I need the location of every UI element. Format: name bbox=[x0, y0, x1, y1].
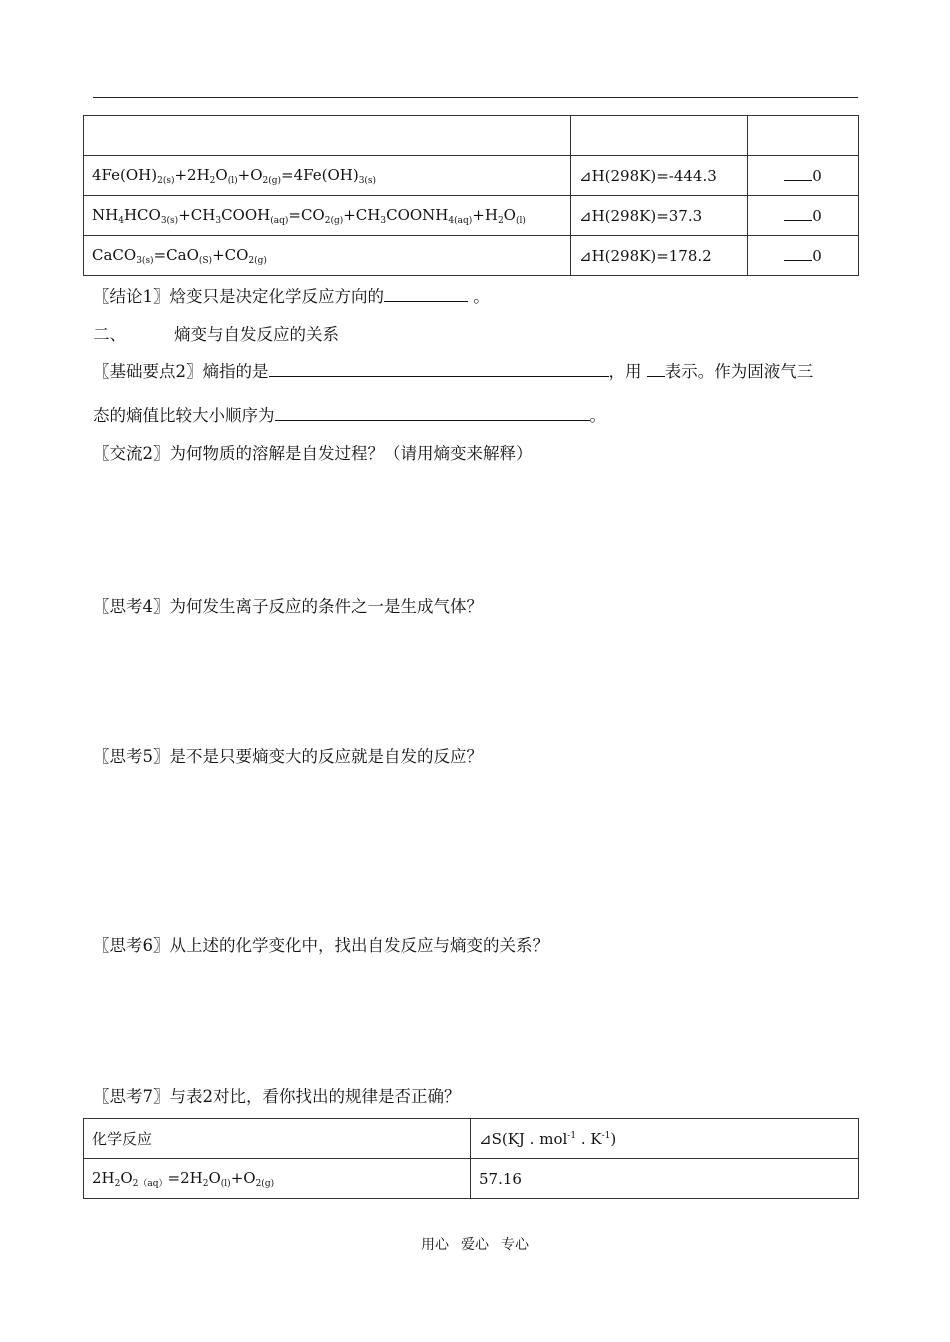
reaction-cell: $CaCO_{3(s)}=CaO_{(S)}+CO_{2(g)}$ bbox=[84, 236, 571, 276]
header-reaction: 化学反应 bbox=[84, 1119, 471, 1159]
think-5: 〖思考5〗是不是只要熵变大的反应就是自发的反应？ bbox=[93, 747, 483, 766]
header-entropy: ⊿S(KJ . mol$^{-1}$ . $K^{-1}$) bbox=[471, 1119, 859, 1159]
answer-blank[interactable] bbox=[784, 206, 812, 221]
think-4: 〖思考4〗为何发生离子反应的条件之一是生成气体？ bbox=[93, 597, 483, 616]
entropy-cell: 0 bbox=[748, 196, 859, 236]
answer-blank[interactable] bbox=[784, 246, 812, 261]
page-footer: 用心 爱心 专心 bbox=[421, 1237, 529, 1253]
table-row bbox=[84, 1119, 859, 1159]
reaction-cell: $2H_2O_{2(aq)}=2H_2O_{(l)}+O_{2(g)}$ bbox=[84, 1159, 471, 1199]
answer-blank[interactable] bbox=[269, 362, 609, 377]
enthalpy-cell: ⊿H(298K)=178.2 bbox=[571, 236, 748, 276]
section-heading: 二、 熵变与自发反应的关系 bbox=[93, 325, 339, 344]
conclusion-1: 〖结论1〗焓变只是决定化学反应方向的 。 bbox=[93, 287, 490, 306]
answer-blank[interactable] bbox=[275, 406, 590, 421]
header-rule bbox=[93, 97, 858, 98]
reaction-cell bbox=[84, 116, 571, 156]
table-row bbox=[84, 116, 859, 156]
reaction-cell: $4Fe(OH)_{2(s)}+2H_2O_{(l)}+O_{2(g)}=4Fe(OH)_{3(s)}$ bbox=[84, 156, 571, 196]
table-row bbox=[84, 236, 859, 276]
entropy-cell: 0 bbox=[748, 236, 859, 276]
entropy-value: 57.16 bbox=[471, 1159, 859, 1199]
enthalpy-cell bbox=[571, 116, 748, 156]
answer-blank[interactable] bbox=[784, 166, 812, 181]
basic-point-2: 〖基础要点2〗熵指的是 ，用 表示。作为固液气三 bbox=[93, 362, 814, 381]
entropy-cell bbox=[748, 116, 859, 156]
answer-blank[interactable] bbox=[647, 362, 665, 377]
answer-blank[interactable] bbox=[384, 287, 468, 302]
think-6: 〖思考6〗从上述的化学变化中，找出自发反应与熵变的关系？ bbox=[93, 936, 549, 955]
table-row bbox=[84, 156, 859, 196]
entropy-table bbox=[83, 1118, 859, 1199]
table-row bbox=[84, 1159, 859, 1199]
think-7: 〖思考7〗与表2对比，看你找出的规律是否正确？ bbox=[93, 1087, 461, 1106]
reaction-enthalpy-table bbox=[83, 115, 859, 276]
basic-point-2-cont: 态的熵值比较大小顺序为 。 bbox=[93, 406, 606, 425]
enthalpy-cell: ⊿H(298K)=37.3 bbox=[571, 196, 748, 236]
table-row bbox=[84, 196, 859, 236]
enthalpy-cell: ⊿H(298K)=-444.3 bbox=[571, 156, 748, 196]
exchange-2: 〖交流2〗为何物质的溶解是自发过程？（请用熵变来解释） bbox=[93, 444, 533, 463]
reaction-cell: $NH_4HCO_{3(s)}+CH_3COOH_{(aq)}=CO_{2(g)}+CH_3COONH_{4(aq)}+H_2O_{(l)}$ bbox=[84, 196, 571, 236]
entropy-cell: 0 bbox=[748, 156, 859, 196]
